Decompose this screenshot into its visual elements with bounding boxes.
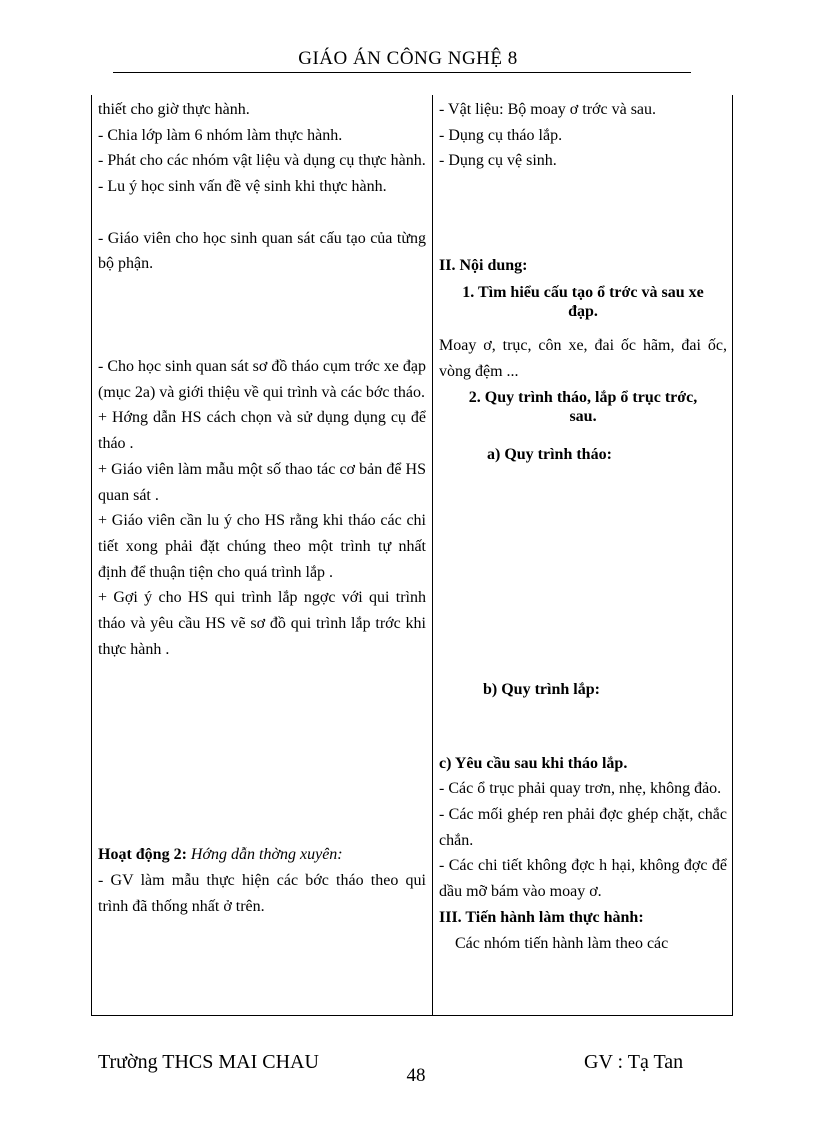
right-column	[439, 97, 727, 956]
right-paragraph: - Vật liệu: Bộ moay ơ trớc và sau.	[439, 101, 657, 118]
left-paragraph: + Giáo viên làm mẫu một số thao tác cơ bản để HS quan sát .	[98, 460, 426, 504]
left-paragraph: - Phát cho các nhóm vật liệu và dụng cụ thực hành.	[98, 152, 426, 170]
left-paragraph: + Hớng dẫn HS cách chọn và sử dụng dụng cụ để tháo .	[98, 409, 426, 453]
left-paragraph: - Giáo viên cho học sinh quan sát cấu tạo của từng bộ phận.	[98, 229, 426, 273]
subsection-heading: c) Yêu cầu sau khi tháo lắp.	[439, 754, 628, 772]
subsection-heading: 1. Tìm hiểu cấu tạo ổ trớc và sau xe đạp.	[462, 283, 704, 320]
spacer	[98, 277, 426, 328]
right-paragraph: - Các ổ trục phải quay trơn, nhẹ, không đảo.	[439, 780, 722, 798]
spacer	[439, 174, 727, 253]
right-paragraph: - Dụng cụ vệ sinh.	[439, 152, 557, 170]
footer-teacher: GV : Tạ Tan	[584, 1051, 684, 1073]
left-paragraph: + Gợi ý cho HS qui trình lắp ngợc với qui trình tháo và yêu cầu HS vẽ sơ đồ qui trình lắp trớc khi thực hành .	[98, 589, 426, 658]
left-column	[98, 97, 426, 920]
left-paragraph: - Cho học sinh quan sát sơ đồ tháo cụm trớc xe đạp (mục 2a) và giới thiệu về qui trình và các bớc tháo.	[98, 357, 426, 401]
activity-title: Hớng dẫn thờng xuyên:	[186, 846, 343, 864]
column-divider	[432, 95, 433, 1016]
spacer	[439, 703, 727, 751]
spacer	[98, 662, 426, 842]
footer-school: Trường THCS MAI CHAU	[98, 1051, 319, 1073]
subsection-heading: b) Quy trình lắp:	[483, 680, 600, 698]
section-heading: II. Nội dung:	[439, 257, 528, 275]
header-rule	[113, 72, 691, 73]
activity-heading	[98, 842, 426, 868]
left-paragraph: - Chia lớp làm 6 nhóm làm thực hành.	[98, 126, 343, 144]
page-header-title: GIÁO ÁN CÔNG NGHỆ 8	[298, 48, 518, 69]
right-paragraph: - Các mối ghép ren phải đợc ghép chặt, chắc chắn.	[439, 806, 727, 849]
spacer	[439, 432, 727, 442]
spacer	[98, 328, 426, 354]
subsection-heading: 2. Quy trình tháo, lắp ổ trục trớc, sau.	[468, 389, 698, 426]
subsection-heading: a) Quy trình tháo:	[487, 446, 612, 464]
left-paragraph: thiết cho giờ thực hành.	[98, 101, 250, 118]
activity-label: Hoạt động 2:	[98, 846, 187, 864]
left-paragraph: - GV làm mẫu thực hiện các bớc tháo theo qui trình đã thống nhất ở trên.	[98, 872, 426, 915]
section-heading: III. Tiến hành làm thực hành:	[439, 908, 644, 926]
right-paragraph: Các nhóm tiến hành làm theo các	[455, 934, 669, 952]
left-paragraph: + Giáo viên cần lu ý cho HS rằng khi tháo các chi tiết xong phải đặt chúng theo một trình tự nhất định để thuận tiện cho quá trình lắp .	[98, 512, 426, 581]
right-paragraph: Moay ơ, trục, côn xe, đai ốc hãm, đai ốc, vòng đệm ...	[439, 336, 727, 380]
left-paragraph: - Lu ý học sinh vấn đề vệ sinh khi thực hành.	[98, 178, 387, 196]
footer-page-number: 48	[406, 1065, 426, 1086]
right-paragraph: - Các chi tiết không đợc h hại, không đợc để dầu mỡ bám vào moay ơ.	[439, 857, 727, 901]
spacer	[439, 468, 727, 677]
spacer	[98, 200, 426, 226]
right-paragraph: - Dụng cụ tháo lắp.	[439, 126, 563, 144]
